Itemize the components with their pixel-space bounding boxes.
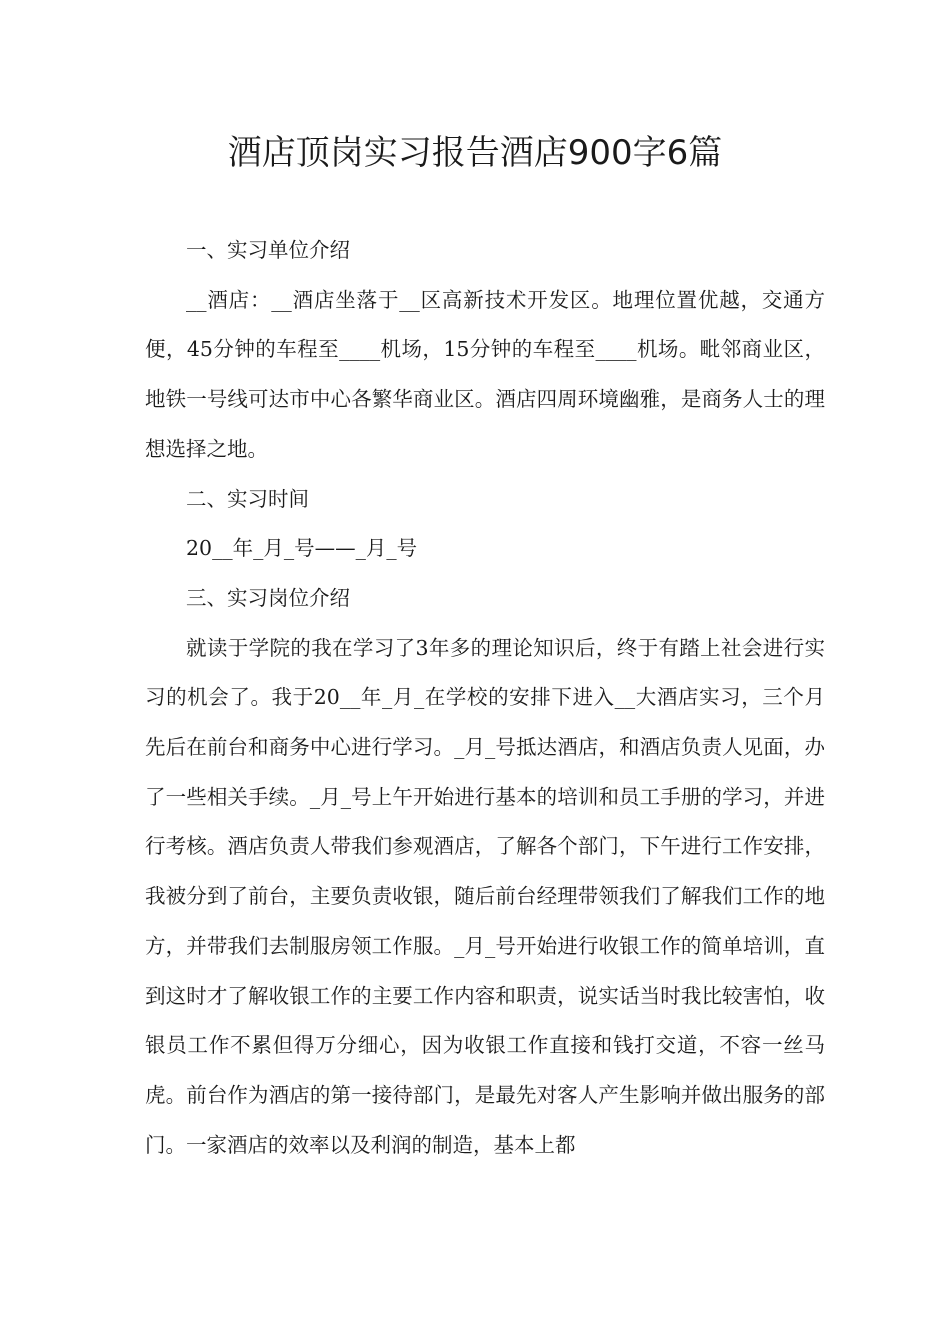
paragraph-hotel-intro: __酒店：__酒店坐落于__区高新技术开发区。地理位置优越，交通方便，45分钟的车程至____机场，15分钟的车程至____机场。毗邻商业区，地铁一号线可达市中心各繁华商业区。酒店四周环境幽雅，是商务人士的理想选择之地。: [145, 287, 825, 461]
document-body: [145, 226, 825, 1170]
document-title: 酒店顶岗实习报告酒店900字6篇: [227, 133, 723, 173]
paragraph-internship-dates: 20__年_月_号——_月_号: [186, 536, 418, 561]
paragraph-position-details: 就读于学院的我在学习了3年多的理论知识后，终于有踏上社会进行实习的机会了。我于20__年_月_在学校的安排下进入__大酒店实习，三个月先后在前台和商务中心进行学习。_月_号抵达酒店，和酒店负责人见面，办了一些相关手续。_月_号上午开始进行基本的培训和员工手册的学习，并进行考核。酒店负责人带我们参观酒店，了解各个部门，下午进行工作安排，我被分到了前台，主要负责收银，随后前台经理带领我们了解我们工作的地方，并带我们去制服房领工作服。_月_号开始进行收银工作的简单培训，直到这时才了解收银工作的主要工作内容和职责，说实话当时我比较害怕，收银员工作不累但得万分细心，因为收银工作直接和钱打交道，不容一丝马虎。前台作为酒店的第一接待部门，是最先对客人产生影响并做出服务的部门。一家酒店的效率以及利润的制造，基本上都: [145, 635, 825, 1157]
section-heading-internship-time: 二、实习时间: [186, 486, 309, 511]
section-heading-unit-intro: 一、实习单位介绍: [186, 238, 350, 262]
section-heading-position-intro: 三、实习岗位介绍: [186, 585, 350, 610]
